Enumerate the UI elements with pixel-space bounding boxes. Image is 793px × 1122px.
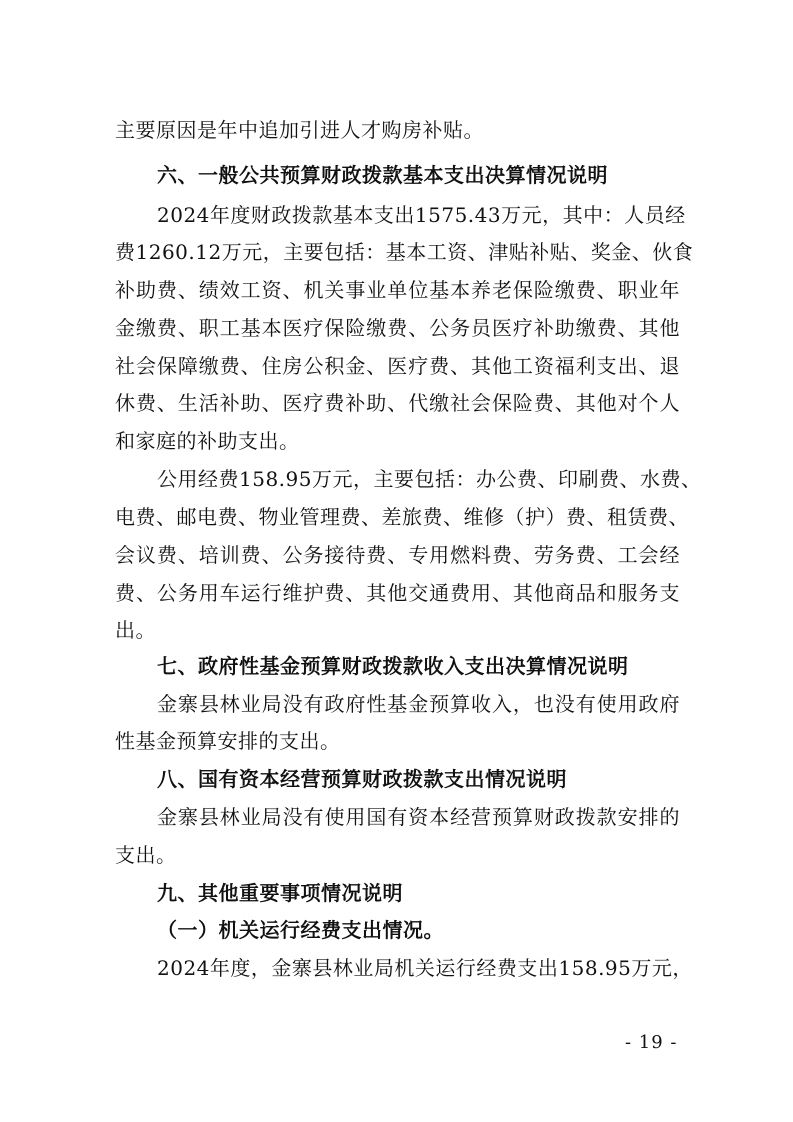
body-text-line: 补助费、绩效工资、机关事业单位基本养老保险缴费、职业年 — [115, 278, 680, 302]
body-text-line: 主要原因是年中追加引进人才购房补贴。 — [115, 118, 484, 142]
body-text-line: 性基金预算安排的支出。 — [115, 729, 341, 753]
body-text-line: 和家庭的补助支出。 — [115, 429, 300, 453]
body-text-line: 金缴费、职工基本医疗保险缴费、公务员医疗补助缴费、其他 — [115, 316, 680, 340]
body-text-line: 金寨县林业局没有使用国有资本经营预算财政拨款安排的 — [157, 805, 680, 829]
body-text-line: 会议费、培训费、公务接待费、专用燃料费、劳务费、工会经 — [115, 543, 680, 567]
body-text-line: 费、公务用车运行维护费、其他交通费用、其他商品和服务支 — [115, 581, 680, 605]
subsection-heading: （一）机关运行经费支出情况。 — [157, 918, 444, 942]
body-text-line: 休费、生活补助、医疗费补助、代缴社会保险费、其他对个人 — [115, 391, 680, 415]
section-heading: 七、政府性基金预算财政拨款收入支出决算情况说明 — [157, 654, 629, 678]
body-text-line: 出。 — [115, 618, 156, 642]
section-heading: 六、一般公共预算财政拨款基本支出决算情况说明 — [157, 163, 608, 187]
body-text-line: 支出。 — [115, 843, 177, 867]
body-text-line: 费1260.12万元，主要包括：基本工资、津贴补贴、奖金、伙食 — [115, 240, 694, 264]
body-text-line: 2024年度，金寨县林业局机关运行经费支出158.95万元， — [157, 956, 693, 980]
page-number: - 19 - — [625, 1032, 678, 1053]
body-text-line: 电费、邮电费、物业管理费、差旅费、维修（护）费、租赁费、 — [115, 505, 689, 529]
section-heading: 八、国有资本经营预算财政拨款支出情况说明 — [157, 767, 567, 791]
section-heading: 九、其他重要事项情况说明 — [157, 881, 403, 905]
body-text-line: 公用经费158.95万元，主要包括：办公费、印刷费、水费、 — [157, 467, 702, 491]
body-text-line: 2024年度财政拨款基本支出1575.43万元，其中：人员经 — [157, 203, 686, 227]
body-text-line: 金寨县林业局没有政府性基金预算收入，也没有使用政府 — [157, 692, 680, 716]
body-text-line: 社会保障缴费、住房公积金、医疗费、其他工资福利支出、退 — [115, 354, 680, 378]
